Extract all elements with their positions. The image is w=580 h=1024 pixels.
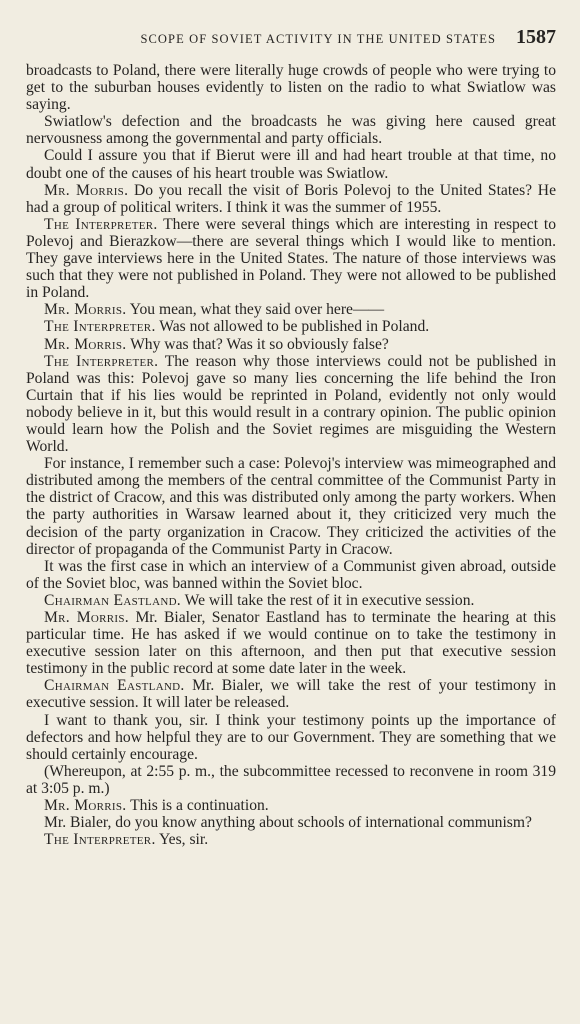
paragraph bbox=[26, 318, 556, 335]
running-head bbox=[26, 26, 556, 56]
paragraph bbox=[26, 677, 556, 711]
paragraph-text: This is a continuation. bbox=[130, 797, 269, 815]
paragraph bbox=[26, 353, 556, 456]
page-number: 1587 bbox=[516, 26, 556, 48]
paragraph-text: The reason why those interviews could not be published in Poland was this: Polevoj gave so many lies concerning the life behind the Iron Curtain that if his lies would be reprinted in Poland, evidently not only would nobody believe in it, but this would result in a contrary opinion. The public opinion would learn how the Polish and the Soviet regimes are misguiding the Western World. bbox=[26, 352, 556, 456]
paragraph-text: broadcasts to Poland, there were literally huge crowds of people who were trying to get to the suburban houses evidently to listen on the radio to what Swiatlow was saying. bbox=[26, 62, 556, 114]
paragraph bbox=[26, 301, 556, 318]
paragraph-text: Mr. Bialer, Senator Eastland has to terminate the hearing at this particular time. He has asked if we would continue on to take the testimony in executive session later on this afternoon, and then put that executive session testimony in the public record at some date later in the week. bbox=[26, 609, 556, 678]
paragraph bbox=[26, 558, 556, 592]
paragraph-text: We will take the rest of it in executive session. bbox=[184, 591, 475, 609]
paragraph bbox=[26, 182, 556, 216]
paragraph-text: Mr. Bialer, we will take the rest of your testimony in executive session. It will later be released. bbox=[26, 677, 557, 712]
speaker-label: Chairman Eastland. bbox=[44, 677, 185, 695]
paragraph bbox=[26, 797, 556, 814]
paragraph-text: It was the first case in which an interview of a Communist given abroad, outside of the Soviet bloc, was banned within the Soviet bloc. bbox=[26, 557, 556, 592]
speaker-label: Mr. Morris. bbox=[44, 797, 127, 815]
running-title: SCOPE OF SOVIET ACTIVITY IN THE UNITED STATES bbox=[140, 32, 496, 46]
paragraph bbox=[26, 609, 556, 677]
speaker-label: The Interpreter. bbox=[44, 352, 159, 370]
paragraph bbox=[26, 216, 556, 301]
paragraph-text: Yes, sir. bbox=[158, 831, 209, 849]
speaker-label: Mr. Morris. bbox=[44, 301, 127, 319]
paragraph-text: Do you recall the visit of Boris Polevoj to the United States? He had a group of political writers. I think it was the summer of 1955. bbox=[26, 181, 556, 216]
paragraph-text: (Whereupon, at 2:55 p. m., the subcommittee recessed to reconvene in room 319 at 3:05 p. m.) bbox=[26, 762, 556, 797]
speaker-label: Mr. Morris. bbox=[44, 609, 129, 626]
paragraph-text: You mean, what they said over here—— bbox=[129, 301, 385, 319]
speaker-label: Mr. Morris. bbox=[44, 181, 129, 199]
paragraph-text: I want to thank you, sir. I think your testimony points up the importance of defectors and how helpful they are to our Government. They are something that we should certainly encourage. bbox=[26, 711, 556, 763]
paragraph-text: Could I assure you that if Bierut were ill and had heart trouble at that time, no doubt one of the causes of his heart trouble was Swiatlow. bbox=[26, 147, 556, 182]
paragraph bbox=[26, 831, 556, 848]
body-text bbox=[26, 62, 556, 848]
paragraph-text: Mr. Bialer, do you know anything about schools of international communism? bbox=[44, 814, 532, 832]
paragraph bbox=[26, 455, 556, 558]
speaker-label: The Interpreter. bbox=[44, 215, 158, 233]
speaker-label: Chairman Eastland. bbox=[44, 591, 182, 609]
paragraph bbox=[26, 113, 556, 147]
paragraph-text: Why was that? Was it so obviously false? bbox=[130, 335, 389, 353]
paragraph-text: Swiatlow's defection and the broadcasts he was giving here caused great nervousness among the governmental and party officials. bbox=[26, 113, 556, 148]
paragraph-text: There were several things which are interesting in respect to Polevoj and Bierazkow—there are several things which I would like to mention. They gave interviews here in the United States. The nature of those interviews was such that they were not published in Poland. They were not allowed to be published in Poland. bbox=[26, 215, 556, 302]
paragraph bbox=[26, 592, 556, 609]
paragraph bbox=[26, 763, 556, 797]
speaker-label: The Interpreter. bbox=[44, 318, 156, 336]
paragraph bbox=[26, 62, 556, 113]
speaker-label: Mr. Morris. bbox=[44, 335, 127, 353]
paragraph-text: For instance, I remember such a case: Polevoj's interview was mimeographed and distributed among the members of the central committee of the Communist Party in the district of Cracow, and this was distributed only among the party workers. When the party authorities in Warsaw learned about it, they criticized very much the decision of the party organization in Cracow. They criticized the activities of the director of propaganda of the Communist Party in Cracow. bbox=[26, 455, 556, 558]
paragraph bbox=[26, 336, 556, 353]
speaker-label: The Interpreter. bbox=[44, 831, 156, 849]
paragraph-text: Was not allowed to be published in Poland. bbox=[159, 318, 430, 336]
paragraph bbox=[26, 712, 556, 763]
paragraph bbox=[26, 147, 556, 181]
paragraph bbox=[26, 814, 556, 831]
